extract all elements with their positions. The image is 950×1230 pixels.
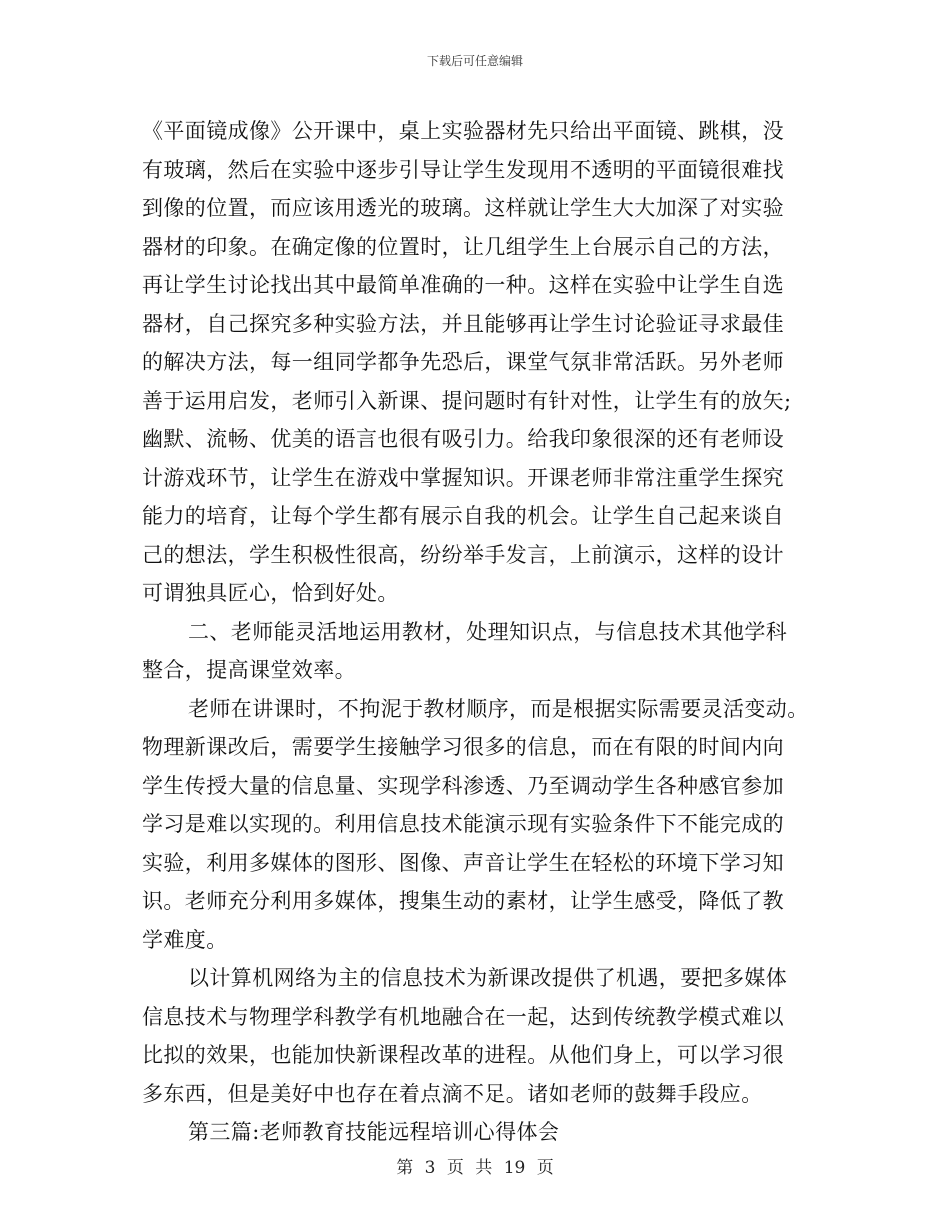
text-line: 信息技术与物理学科教学有机地融合在一起，达到传统教学模式难以 xyxy=(142,1004,784,1029)
text-line: 识。老师充分利用多媒体，搜集生动的素材，让学生感受，降低了教 xyxy=(142,889,784,913)
text-line: 器材的印象。在确定像的位置时，让几组学生上台展示自己的方法， xyxy=(142,234,784,259)
text-line: 学难度。 xyxy=(142,927,228,952)
text-line: 的解决方法，每一组同学都争先恐后，课堂气氛非常活跃。另外老师 xyxy=(142,350,784,374)
text-line: 物理新课改后，需要学生接触学习很多的信息，而在有限的时间内向 xyxy=(142,735,784,759)
page-footer: 第 3 页 共 19 页 xyxy=(396,1158,554,1178)
text-line: 能力的培育，让每个学生都有展示自我的机会。让学生自己起来谈自 xyxy=(142,504,784,528)
text-line: 善于运用启发，老师引入新课、提问题时有针对性，让学生有的放矢; xyxy=(142,388,792,413)
chapter-title: 第三篇:老师教育技能远程培训心得体会 xyxy=(188,1120,560,1144)
text-line: 实验，利用多媒体的图形、图像、声音让学生在轻松的环境下学习知 xyxy=(142,850,784,875)
page-header: 下载后可任意编辑 xyxy=(426,54,523,68)
paragraph-start: 以计算机网络为主的信息技术为新课改提供了机遇，要把多媒体 xyxy=(188,966,788,990)
paragraph-start: 老师在讲课时，不拘泥于教材顺序，而是根据实际需要灵活变动。 xyxy=(188,696,809,721)
text-line: 比拟的效果，也能加快新课程改革的进程。从他们身上，可以学习很 xyxy=(142,1043,784,1067)
text-line: 可谓独具匠心，恰到好处。 xyxy=(142,581,399,605)
text-line: 学习是难以实现的。利用信息技术能演示现有实验条件下不能完成的 xyxy=(142,812,784,836)
document-body xyxy=(142,112,807,1152)
text-line: 《平面镜成像》公开课中，桌上实验器材先只给出平面镜、跳棋，没 xyxy=(142,119,784,143)
text-line: 器材，自己探究多种实验方法，并且能够再让学生讨论验证寻求最佳 xyxy=(142,311,784,336)
text-line: 到像的位置，而应该用透光的玻璃。这样就让学生大大加深了对实验 xyxy=(142,196,784,220)
text-line: 计游戏环节，让学生在游戏中掌握知识。开课老师非常注重学生探究 xyxy=(142,465,784,490)
text-line: 整合，提高课堂效率。 xyxy=(142,658,356,682)
text-line: 己的想法，学生积极性很高，纷纷举手发言，上前演示，这样的设计 xyxy=(142,542,784,567)
text-line: 多东西，但是美好中也存在着点滴不足。诸如老师的鼓舞手段应。 xyxy=(142,1081,763,1106)
section-heading-2: 二、老师能灵活地运用教材，处理知识点，与信息技术其他学科 xyxy=(188,619,788,644)
text-line: 幽默、流畅、优美的语言也很有吸引力。给我印象很深的还有老师设 xyxy=(142,427,784,451)
text-line: 再让学生讨论找出其中最简单准确的一种。这样在实验中让学生自选 xyxy=(142,273,784,297)
text-line: 学生传授大量的信息量、实现学科渗透、乃至调动学生各种感官参加 xyxy=(142,773,784,798)
text-line: 有玻璃，然后在实验中逐步引导让学生发现用不透明的平面镜很难找 xyxy=(142,157,784,182)
